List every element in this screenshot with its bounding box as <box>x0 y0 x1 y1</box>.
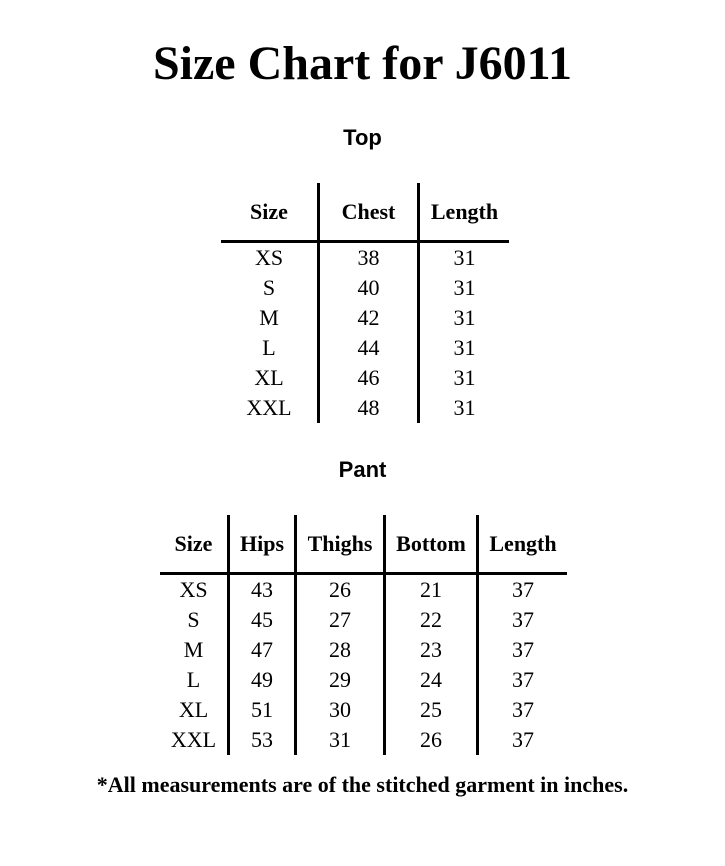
cell-thighs: 27 <box>296 605 385 635</box>
cell-length: 37 <box>512 667 534 692</box>
cell-thighs: 30 <box>296 695 385 725</box>
pant-size-table <box>160 515 567 755</box>
table-row <box>160 665 567 695</box>
cell-hips: 51 <box>229 695 296 725</box>
cell-bottom: 25 <box>385 695 478 725</box>
table-row <box>221 363 509 393</box>
cell-size: M <box>160 635 229 665</box>
cell-bottom: 26 <box>385 725 478 755</box>
cell-size: XL <box>160 695 229 725</box>
cell-size: S <box>160 605 229 635</box>
table-row <box>221 333 509 363</box>
cell-chest: 44 <box>319 333 419 363</box>
column-header-size: Size <box>221 183 319 242</box>
table-row <box>221 303 509 333</box>
cell-size: S <box>221 273 319 303</box>
table-row <box>160 635 567 665</box>
cell-length: 31 <box>453 275 476 300</box>
cell-length: 37 <box>512 727 534 752</box>
column-header-length: Length <box>478 515 568 574</box>
cell-length: 37 <box>512 637 534 662</box>
table-row <box>160 574 567 606</box>
column-header-hips: Hips <box>229 515 296 574</box>
table-row <box>160 695 567 725</box>
cell-bottom: 23 <box>385 635 478 665</box>
column-header-size: Size <box>160 515 229 574</box>
column-header-bottom: Bottom <box>385 515 478 574</box>
cell-length: 37 <box>512 577 534 602</box>
cell-chest: 48 <box>319 393 419 423</box>
cell-length: 37 <box>512 607 534 632</box>
cell-thighs: 29 <box>296 665 385 695</box>
cell-size: L <box>221 333 319 363</box>
cell-thighs: 28 <box>296 635 385 665</box>
cell-size: XL <box>221 363 319 393</box>
cell-size: XS <box>221 242 319 274</box>
cell-hips: 47 <box>229 635 296 665</box>
column-header-thighs: Thighs <box>296 515 385 574</box>
page-title: Size Chart for J6011 <box>152 37 573 90</box>
cell-bottom: 22 <box>385 605 478 635</box>
column-header-chest: Chest <box>319 183 419 242</box>
cell-length: 37 <box>512 697 534 722</box>
cell-size: L <box>160 665 229 695</box>
table-row <box>160 605 567 635</box>
measurement-footnote: *All measurements are of the stitched garment in inches. <box>96 772 629 797</box>
table-row <box>221 242 509 274</box>
cell-size: XS <box>160 574 229 606</box>
top-section-heading: Top <box>343 125 382 150</box>
cell-hips: 43 <box>229 574 296 606</box>
cell-length: 31 <box>453 305 476 330</box>
cell-length: 31 <box>453 335 476 360</box>
cell-size: M <box>221 303 319 333</box>
table-row <box>221 393 509 423</box>
cell-chest: 42 <box>319 303 419 333</box>
cell-hips: 53 <box>229 725 296 755</box>
pant-section-heading: Pant <box>338 457 387 482</box>
cell-chest: 40 <box>319 273 419 303</box>
cell-bottom: 24 <box>385 665 478 695</box>
cell-hips: 45 <box>229 605 296 635</box>
cell-chest: 38 <box>319 242 419 274</box>
top-size-table <box>221 183 509 423</box>
cell-chest: 46 <box>319 363 419 393</box>
cell-length: 31 <box>453 395 476 420</box>
table-row <box>160 725 567 755</box>
cell-hips: 49 <box>229 665 296 695</box>
cell-length: 31 <box>453 365 476 390</box>
cell-size: XXL <box>160 725 229 755</box>
cell-thighs: 31 <box>296 725 385 755</box>
table-header-row <box>160 515 567 574</box>
table-header-row <box>221 183 509 242</box>
cell-size: XXL <box>221 393 319 423</box>
cell-bottom: 21 <box>385 574 478 606</box>
cell-thighs: 26 <box>296 574 385 606</box>
column-header-length: Length <box>419 183 510 242</box>
table-row <box>221 273 509 303</box>
cell-length: 31 <box>453 245 476 270</box>
